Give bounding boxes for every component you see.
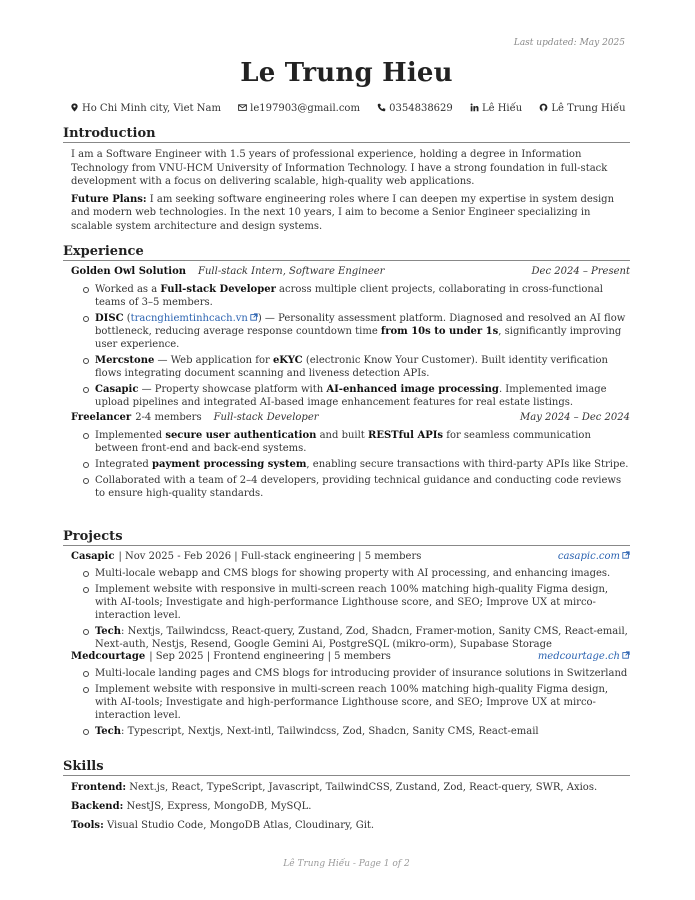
page-footer: Lê Trung Hiếu - Page 1 of 2 bbox=[283, 859, 410, 869]
section-title: Skills bbox=[63, 759, 630, 776]
list-item: Multi-locale landing pages and CMS blogs for introducing provider of insurance solutions in Switzerland bbox=[95, 667, 630, 680]
list-item: Multi-locale webapp and CMS blogs for showing property with AI processing, and enhancing images. bbox=[95, 567, 630, 580]
list-item: Mercstone — Web application for eKYC (electronic Know Your Customer). Built identity verification flows integrating document scanning and liveness detection APIs. bbox=[95, 354, 630, 380]
company-name: Freelancer bbox=[71, 412, 132, 423]
list-item: Collaborated with a team of 2–4 developers, providing technical guidance and conducting code reviews to ensure high-quality standards. bbox=[95, 474, 630, 500]
future-plans-text: I am seeking software engineering roles where I can deepen my expertise in system design and modern web technologies. In the next 10 years, I aim to become a Senior Engineer specializing in scalable system architecture and design systems. bbox=[71, 193, 615, 232]
job-role: Full-stack Intern, Software Engineer bbox=[198, 266, 385, 277]
intro-paragraph: I am a Software Engineer with 1.5 years of professional experience, holding a degree in Information Technology from VNU-HCM University of Information Technology. I have a strong foundation in full-stack development with a focus on delivering scalable, high-quality web applications. bbox=[71, 149, 608, 187]
section-title: Projects bbox=[63, 529, 630, 546]
introduction-section bbox=[63, 126, 630, 237]
experience-section bbox=[63, 244, 630, 503]
project-header bbox=[71, 651, 630, 665]
contact-bar bbox=[63, 103, 630, 114]
email-text: le197903@gmail.com bbox=[250, 103, 360, 114]
section-title: Introduction bbox=[63, 126, 630, 143]
team-size: 2-4 members bbox=[135, 412, 202, 423]
projects-section bbox=[63, 529, 630, 741]
job-date: Dec 2024 – Present bbox=[531, 266, 630, 277]
skills-section bbox=[63, 759, 630, 838]
linkedin-text: Lê Hiếu bbox=[481, 103, 523, 114]
phone-text: 0354838629 bbox=[389, 103, 453, 114]
external-link-icon bbox=[622, 651, 630, 659]
mail-icon bbox=[238, 103, 247, 112]
github-icon bbox=[539, 103, 548, 112]
job-header bbox=[71, 412, 630, 426]
job-date: May 2024 – Dec 2024 bbox=[520, 412, 630, 423]
linkedin-icon bbox=[470, 103, 479, 112]
contact-email[interactable] bbox=[238, 103, 360, 114]
skill-tools: Tools: Visual Studio Code, MongoDB Atlas, Cloudinary, Git. bbox=[71, 820, 375, 831]
project-header bbox=[71, 551, 630, 565]
project-meta: | Sep 2025 | Frontend engineering | 5 members bbox=[149, 651, 391, 662]
job-header bbox=[71, 266, 630, 280]
project-bullets bbox=[63, 667, 630, 738]
project-link[interactable]: medcourtage.ch bbox=[538, 651, 630, 662]
last-updated: Last updated: May 2025 bbox=[513, 38, 625, 48]
list-item: Implement website with responsive in multi-screen reach 100% matching high-quality Figma design, with AI-tools; Investigate and high-performance Lighthouse score, and SEO; Improve UX at mirco-interaction level. bbox=[95, 583, 630, 622]
list-item: Implement website with responsive in multi-screen reach 100% matching high-quality Figma design, with AI-tools; Investigate and high-performance Lighthouse score, and SEO; Improve UX at mirco-interaction level. bbox=[95, 683, 630, 722]
list-item: Worked as a Full-stack Developer across multiple client projects, collaborating in cross-functional teams of 3–5 members. bbox=[95, 283, 630, 309]
project-link[interactable]: casapic.com bbox=[558, 551, 630, 562]
external-link-icon bbox=[250, 313, 258, 321]
contact-linkedin[interactable] bbox=[470, 103, 522, 114]
future-plans-paragraph bbox=[71, 193, 630, 234]
list-item: Tech: Nextjs, Tailwindcss, React-query, Zustand, Zod, Shadcn, Framer-motion, Sanity CMS, React-email, Next-auth, Nestjs, Resend, Google Gemini Ai, PostgreSQL (mikro-orm), Supabase Storage bbox=[95, 625, 630, 651]
project-name: Medcourtage bbox=[71, 651, 146, 662]
project-name: Casapic bbox=[71, 551, 115, 562]
list-item: Casapic — Property showcase platform with AI-enhanced image processing. Implemented image upload pipelines and integrated AI-based image enhancement features for real estate listings. bbox=[95, 383, 630, 409]
job-bullets bbox=[63, 429, 630, 500]
contact-phone[interactable] bbox=[377, 103, 453, 114]
skill-frontend: Frontend: Next.js, React, TypeScript, Javascript, TailwindCSS, Zustand, Zod, React-query, SWR, Axios. bbox=[71, 782, 598, 793]
list-item: Implemented secure user authentication and built RESTful APIs for seamless communication between front-end and back-end systems. bbox=[95, 429, 630, 455]
skill-backend: Backend: NestJS, Express, MongoDB, MySQL. bbox=[71, 801, 312, 812]
project-bullets bbox=[63, 567, 630, 651]
external-link-icon bbox=[622, 551, 630, 559]
disc-link[interactable]: tracnghiemtinhcach.vn bbox=[130, 313, 248, 324]
job-role: Full-stack Developer bbox=[213, 412, 319, 423]
contact-location bbox=[70, 103, 221, 114]
section-title: Experience bbox=[63, 244, 630, 261]
phone-icon bbox=[377, 103, 386, 112]
job-bullets bbox=[63, 283, 630, 409]
list-item: Integrated payment processing system, enabling secure transactions with third-party APIs like Stripe. bbox=[95, 459, 629, 470]
list-item: DISC (tracnghiemtinhcach.vn ) — Personality assessment platform. Diagnosed and resolved an AI flow bottleneck, reducing average response countdown time from 10s to under 1s, significantly improving user experience. bbox=[95, 312, 630, 351]
github-text: Lê Trung Hiếu bbox=[551, 103, 626, 114]
map-pin-icon bbox=[70, 103, 79, 112]
person-name: Le Trung Hieu bbox=[240, 58, 453, 88]
list-item: Tech: Typescript, Nextjs, Next-intl, Tailwindcss, Zod, Shadcn, Sanity CMS, React-email bbox=[95, 725, 630, 738]
future-plans-label: Future Plans: bbox=[71, 193, 147, 205]
contact-github[interactable] bbox=[539, 103, 625, 114]
project-meta: | Nov 2025 - Feb 2026 | Full-stack engineering | 5 members bbox=[118, 551, 422, 562]
company-name: Golden Owl Solution bbox=[71, 266, 187, 277]
location-text: Ho Chi Minh city, Viet Nam bbox=[82, 103, 221, 114]
